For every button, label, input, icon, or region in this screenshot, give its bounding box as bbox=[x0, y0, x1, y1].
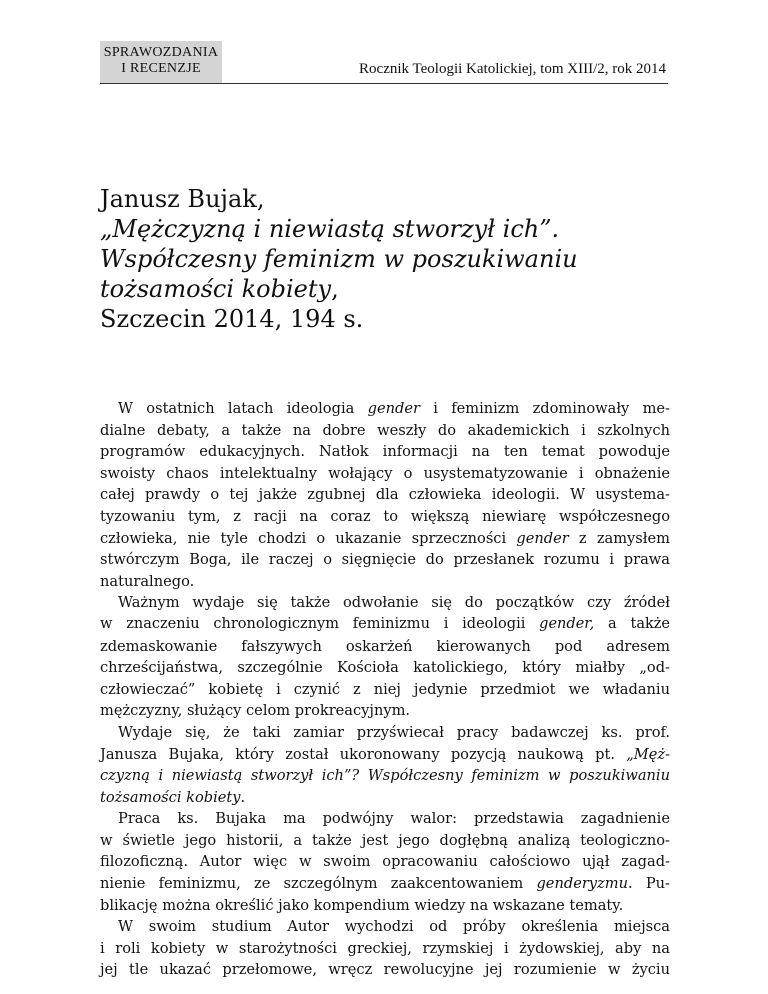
body-line: jej tle ukazać przełomowe, wręcz rewolucyjne jej rozumienie w życiu bbox=[100, 961, 670, 979]
body-line: stwórczym Boga, ile raczej o sięgnięcie do przesłanek rozumu i prawa bbox=[100, 551, 670, 569]
body-line: zdemaskowanie fałszywych oskarżeń kierowanych pod adresem bbox=[100, 637, 670, 655]
running-head: Rocznik Teologii Katolickiej, tom XIII/2, rok 2014 bbox=[359, 61, 666, 77]
body-line: w świetle jego historii, a także jest jego dogłębną analizą teologiczno- bbox=[100, 831, 670, 849]
title-work-line-1: „Mężczyzną i niewiastą stworzył ich”. bbox=[100, 215, 560, 243]
body-line: chrześcijaństwa, szczególnie Kościoła katolickiego, który miałby „od- bbox=[100, 659, 670, 677]
body-line: człowieka, nie tyle chodzi o ukazanie sprzeczności gender z zamysłem bbox=[100, 529, 670, 547]
body-text bbox=[100, 398, 670, 981]
body-line: Praca ks. Bujaka ma podwójny walor: przedstawia zagadnienie bbox=[118, 810, 670, 828]
body-line: i roli kobiety w starożytności greckiej, rzymskiej i żydowskiej, aby na bbox=[100, 939, 670, 957]
section-tag bbox=[100, 41, 222, 83]
header-rule bbox=[100, 83, 668, 84]
title-imprint: Szczecin 2014, 194 s. bbox=[100, 305, 364, 333]
body-line: mężczyzny, służący celom prokreacyjnym. bbox=[100, 702, 411, 720]
body-line: człowieczać” kobietę i czynić z niej jedynie przedmiot we władaniu bbox=[100, 680, 670, 698]
body-line: blikację można określić jako kompendium wiedzy na wskazane tematy. bbox=[100, 896, 624, 914]
title-work-line-2: Współczesny feminizm w poszukiwaniu bbox=[100, 245, 578, 273]
title-work-line-3-punct: , bbox=[331, 275, 339, 303]
body-line: filozoficzną. Autor więc w swoim opracowaniu całościowo ujął zagad- bbox=[100, 853, 670, 871]
body-line: Ważnym wydaje się także odwołanie się do początków czy źródeł bbox=[118, 594, 670, 612]
section-tag-line-1: SPRAWOZDANIA bbox=[103, 45, 219, 60]
body-line: czyzną i niewiastą stworzył ich”? Współczesny feminizm w poszukiwaniu bbox=[100, 767, 670, 785]
body-line: swoisty chaos intelektualny wołający o usystematyzowanie i obnażenie bbox=[100, 464, 670, 482]
title-work-line-3 bbox=[100, 274, 680, 304]
body-line: w znaczeniu chronologicznym feminizmu i ideologii gender, a także bbox=[100, 615, 671, 632]
body-line: W swoim studium Autor wychodzi od próby określenia miejsca bbox=[118, 918, 670, 936]
body-line: W ostatnich latach ideologia gender i feminizm zdominowały me- bbox=[118, 400, 670, 417]
body-line: tyzowaniu tym, z racji na coraz to większą niewiarę współczesnego bbox=[100, 507, 670, 525]
body-line: Janusza Bujaka, który został ukoronowany pozycją naukową pt. „Męż- bbox=[100, 745, 670, 763]
title-author: Janusz Bujak, bbox=[100, 185, 265, 213]
body-line: programów edukacyjnych. Natłok informacji na ten temat powoduje bbox=[100, 443, 670, 461]
body-line: nienie feminizmu, ze szczególnym zaakcentowaniem genderyzmu. Pu- bbox=[100, 875, 670, 893]
body-line: Wydaje się, że taki zamiar przyświecał pracy badawczej ks. prof. bbox=[118, 723, 670, 741]
body-line: całej prawdy o tej jakże zgubnej dla człowieka ideologii. W usystema- bbox=[100, 486, 670, 504]
article-title bbox=[100, 184, 680, 334]
title-work-line-3-text: tożsamości kobiety bbox=[100, 275, 332, 303]
body-line: naturalnego. bbox=[100, 572, 195, 590]
section-tag-line-2: I RECENZJE bbox=[121, 61, 201, 76]
body-line: tożsamości kobiety. bbox=[100, 788, 246, 806]
body-line: dialne debaty, a także na dobre weszły do akademickich i szkolnych bbox=[100, 421, 670, 439]
